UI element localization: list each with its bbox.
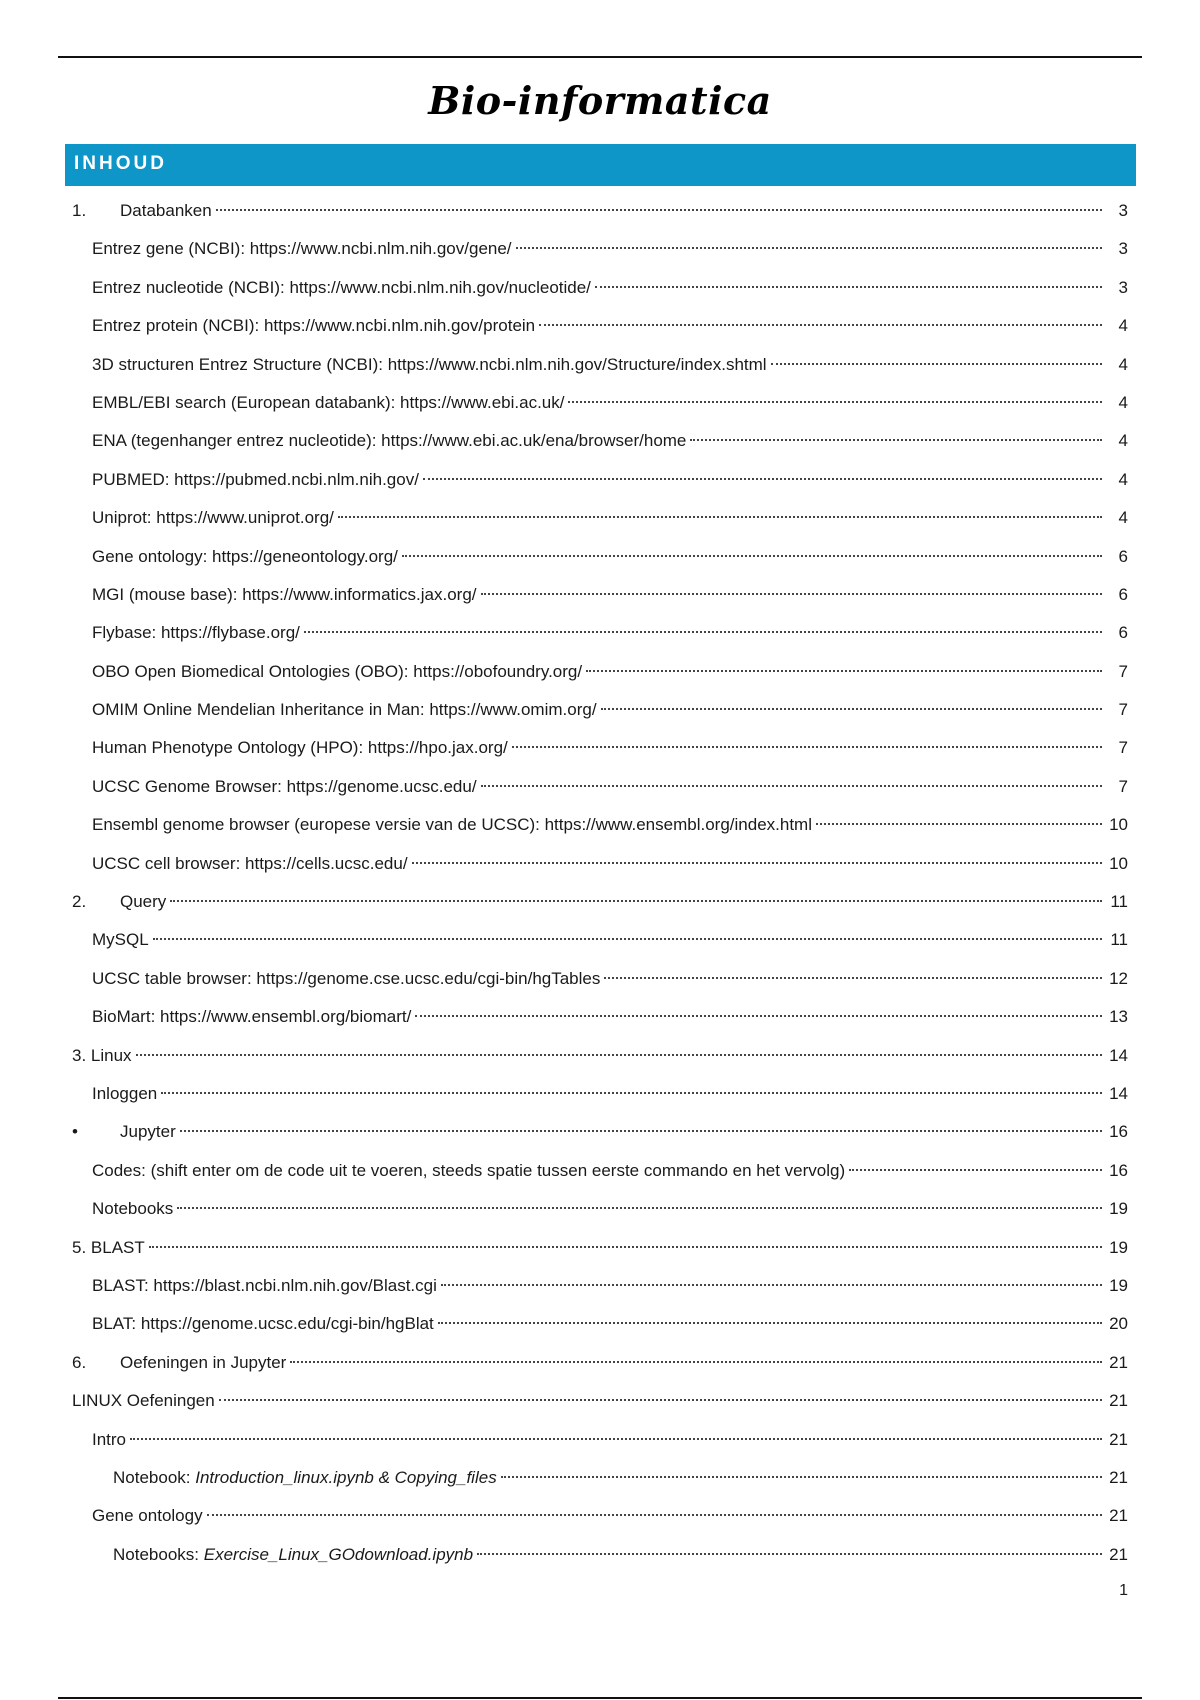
toc-entry[interactable]: [72, 1421, 1128, 1459]
toc-entry-title: [92, 806, 812, 844]
toc-entry-text: 3. Linux: [72, 1045, 132, 1065]
toc-dot-leader: [216, 209, 1102, 211]
toc-entry-text: BioMart: https://www.ensembl.org/biomart/: [92, 1007, 412, 1027]
toc-entry-page: 13: [1109, 1007, 1128, 1027]
toc-entry-title: [72, 1229, 145, 1267]
toc-entry-page: 4: [1118, 431, 1128, 451]
toc-entry-title: [120, 1344, 286, 1382]
toc-entry[interactable]: [72, 461, 1128, 499]
toc-dot-leader: [161, 1092, 1102, 1094]
toc-dot-leader: [136, 1054, 1102, 1056]
toc-entry[interactable]: [72, 1075, 1128, 1113]
toc-dot-leader: [412, 862, 1102, 864]
toc-entry-page: 19: [1109, 1275, 1128, 1295]
toc-dot-leader: [771, 363, 1102, 365]
toc-entry-number: 2.: [72, 892, 87, 912]
toc-dot-leader: [481, 785, 1102, 787]
toc-entry-text: Uniprot: https://www.uniprot.org/: [92, 508, 334, 528]
toc-entry-title: [92, 1152, 845, 1190]
toc-dot-leader: [595, 286, 1102, 288]
toc-dot-leader: [177, 1207, 1102, 1209]
toc-entry-title: [92, 269, 591, 307]
toc-entry[interactable]: [72, 1229, 1128, 1267]
toc-entry-text: Human Phenotype Ontology (HPO): https://hpo.jax.org/: [92, 738, 508, 758]
toc-dot-leader: [219, 1399, 1102, 1401]
toc-entry-title: [92, 960, 600, 998]
toc-entry-text: Notebook:: [113, 1467, 196, 1487]
toc-entry-text: ENA (tegenhanger entrez nucleotide): https://www.ebi.ac.uk/ena/browser/home: [92, 431, 687, 451]
toc-entry-page: 6: [1118, 623, 1128, 643]
toc-entry[interactable]: [72, 768, 1128, 806]
toc-dot-leader: [130, 1438, 1102, 1440]
toc-dot-leader: [601, 708, 1102, 710]
toc-entry-title: [92, 422, 686, 460]
toc-entry[interactable]: [72, 921, 1128, 959]
toc-entry-text: MGI (mouse base): https://www.informatics.jax.org/: [92, 584, 477, 604]
toc-entry-text: Notebooks:: [113, 1544, 204, 1564]
toc-entry-text: UCSC cell browser: https://cells.ucsc.edu/: [92, 853, 408, 873]
toc-entry-text: UCSC table browser: https://genome.cse.ucsc.edu/cgi-bin/hgTables: [92, 968, 601, 988]
toc-entry[interactable]: [72, 729, 1128, 767]
toc-entry[interactable]: [72, 346, 1128, 384]
toc-entry-text: Gene ontology: [92, 1506, 203, 1526]
toc-entry[interactable]: [72, 845, 1128, 883]
toc-entry-text: PUBMED: https://pubmed.ncbi.nlm.nih.gov/: [92, 469, 419, 489]
toc-entry-text: Intro: [92, 1429, 127, 1449]
toc-entry-page: 4: [1118, 316, 1128, 336]
toc-dot-leader: [438, 1322, 1102, 1324]
toc-entry-page: 7: [1118, 776, 1128, 796]
toc-entry-title: [92, 614, 300, 652]
toc-entry-bullet: •: [72, 1122, 78, 1142]
toc-entry-title: [92, 307, 535, 345]
toc-entry[interactable]: [72, 307, 1128, 345]
toc-entry-title: [92, 653, 582, 691]
toc-entry-text: 5. BLAST: [72, 1237, 145, 1257]
toc-entry-page: 21: [1109, 1429, 1128, 1449]
toc-entry-page: 7: [1118, 700, 1128, 720]
toc-entry[interactable]: [72, 1344, 1128, 1382]
toc-heading-banner: [65, 144, 1136, 186]
toc-entry-page: 4: [1118, 469, 1128, 489]
toc-entry-page: 21: [1109, 1352, 1128, 1372]
toc-dot-leader: [290, 1361, 1102, 1363]
toc-entry-title: [92, 1190, 173, 1228]
toc-entry-page: 4: [1118, 354, 1128, 374]
toc-dot-leader: [586, 670, 1102, 672]
toc-dot-leader: [539, 324, 1102, 326]
toc-entry-title: [72, 1382, 215, 1420]
toc-dot-leader: [604, 977, 1102, 979]
bottom-rule: [58, 1697, 1142, 1699]
toc-entry[interactable]: [72, 653, 1128, 691]
toc-entry[interactable]: [72, 192, 1128, 230]
toc-entry[interactable]: [72, 1190, 1128, 1228]
toc-entry[interactable]: [72, 1497, 1128, 1535]
toc-entry-page: 16: [1109, 1160, 1128, 1180]
toc-entry-text: Jupyter: [120, 1122, 176, 1142]
toc-dot-leader: [849, 1169, 1102, 1171]
toc-dot-leader: [180, 1130, 1102, 1132]
toc-entry-page: 21: [1109, 1467, 1128, 1487]
toc-entry-page: 20: [1109, 1314, 1128, 1334]
toc-entry[interactable]: [72, 1459, 1128, 1497]
toc-entry-title: [92, 691, 597, 729]
toc-entry[interactable]: [72, 1113, 1128, 1151]
toc-entry-title: [72, 1037, 132, 1075]
toc-entry-text: BLAST: https://blast.ncbi.nlm.nih.gov/Blast.cgi: [92, 1275, 437, 1295]
toc-entry-page: 7: [1118, 738, 1128, 758]
toc-entry-page: 11: [1110, 892, 1128, 912]
toc-entry-page: 6: [1118, 584, 1128, 604]
toc-entry[interactable]: [72, 998, 1128, 1036]
toc-entry-text: MySQL: [92, 930, 149, 950]
page-number: 1: [1119, 1582, 1128, 1599]
toc-entry-text: Inloggen: [92, 1083, 158, 1103]
toc-entry-page: 16: [1109, 1122, 1128, 1142]
toc-dot-leader: [153, 938, 1102, 940]
toc-entry-title: [92, 1305, 434, 1343]
toc-entry-page: 3: [1118, 277, 1128, 297]
toc-entry-text: EMBL/EBI search (European databank): https://www.ebi.ac.uk/: [92, 392, 565, 412]
toc-entry-title: [92, 845, 408, 883]
toc-entry-title: [92, 1421, 126, 1459]
toc-entry-text: OBO Open Biomedical Ontologies (OBO): https://obofoundry.org/: [92, 661, 583, 681]
toc-dot-leader: [207, 1514, 1102, 1516]
toc-dot-leader: [441, 1284, 1102, 1286]
toc-entry-page: 14: [1109, 1045, 1128, 1065]
toc-entry-title: [92, 998, 411, 1036]
toc-dot-leader: [149, 1246, 1102, 1248]
toc-entry-text: Flybase: https://flybase.org/: [92, 623, 300, 643]
toc-entry-title: [92, 768, 477, 806]
toc-entry-page: 10: [1109, 853, 1128, 873]
toc-entry[interactable]: [72, 1037, 1128, 1075]
toc-entry-text: Notebooks: [92, 1199, 174, 1219]
toc-entry-page: 3: [1118, 201, 1128, 220]
toc-entry-title: [113, 1536, 473, 1574]
toc-dot-leader: [501, 1476, 1102, 1478]
toc-entry-page: 4: [1118, 392, 1128, 412]
toc-entry-page: 6: [1118, 546, 1128, 566]
toc-entry-title: [92, 538, 398, 576]
toc-dot-leader: [415, 1015, 1102, 1017]
toc-entry-title: [92, 1075, 157, 1113]
toc-entry-page: 12: [1109, 968, 1128, 988]
toc-entry-number: 1.: [72, 201, 87, 220]
toc-entry-number: 6.: [72, 1352, 87, 1372]
toc-entry[interactable]: [72, 576, 1128, 614]
toc-entry-text: LINUX Oefeningen: [72, 1391, 215, 1411]
toc-entry-title: [92, 499, 334, 537]
table-of-contents: [72, 192, 1128, 1574]
toc-entry-title: [120, 1113, 176, 1151]
toc-entry-title: [92, 576, 477, 614]
toc-entry-text: Databanken: [120, 201, 212, 220]
toc-entry-page: 11: [1110, 930, 1128, 950]
toc-entry-title: [92, 384, 564, 422]
toc-dot-leader: [568, 401, 1102, 403]
toc-entry-title: [92, 921, 149, 959]
toc-entry-title: [120, 192, 212, 230]
toc-entry-page: 14: [1109, 1083, 1128, 1103]
toc-entry-page: 7: [1118, 661, 1128, 681]
toc-entry-title: [92, 729, 508, 767]
toc-dot-leader: [423, 478, 1102, 480]
toc-entry[interactable]: [72, 806, 1128, 844]
toc-entry-title: [113, 1459, 497, 1497]
toc-entry[interactable]: [72, 691, 1128, 729]
toc-entry-text: Entrez gene (NCBI): https://www.ncbi.nlm.nih.gov/gene/: [92, 239, 512, 259]
toc-dot-leader: [816, 823, 1102, 825]
toc-dot-leader: [512, 746, 1102, 748]
toc-dot-leader: [170, 900, 1102, 902]
toc-entry-filename: Exercise_Linux_GOdownload.ipynb: [203, 1544, 474, 1564]
toc-entry[interactable]: [72, 1305, 1128, 1343]
toc-dot-leader: [338, 516, 1102, 518]
toc-entry[interactable]: [72, 1382, 1128, 1420]
toc-entry[interactable]: [72, 230, 1128, 268]
toc-entry[interactable]: [72, 269, 1128, 307]
toc-dot-leader: [481, 593, 1102, 595]
toc-entry-text: BLAT: https://genome.ucsc.edu/cgi-bin/hgBlat: [92, 1314, 434, 1334]
toc-entry-text: Ensembl genome browser (europese versie van de UCSC): https://www.ensembl.org/index.html: [92, 815, 812, 835]
toc-heading: INHOUD: [74, 153, 167, 174]
toc-entry[interactable]: [72, 538, 1128, 576]
toc-entry-title: [92, 346, 767, 384]
top-rule: [58, 56, 1142, 58]
document-title: Bio-informatica: [428, 78, 772, 123]
toc-entry-text: Entrez protein (NCBI): https://www.ncbi.nlm.nih.gov/protein: [92, 316, 536, 336]
toc-entry-text: Query: [120, 892, 167, 912]
toc-entry[interactable]: [72, 883, 1128, 921]
toc-dot-leader: [516, 247, 1102, 249]
toc-entry-page: 21: [1109, 1391, 1128, 1411]
toc-dot-leader: [690, 439, 1102, 441]
toc-entry[interactable]: [72, 614, 1128, 652]
toc-entry-title: [92, 1267, 437, 1305]
toc-entry-page: 19: [1109, 1237, 1128, 1257]
toc-entry[interactable]: [72, 1267, 1128, 1305]
toc-entry-page: 3: [1118, 239, 1128, 259]
toc-entry[interactable]: [72, 960, 1128, 998]
toc-entry-page: 19: [1109, 1199, 1128, 1219]
toc-dot-leader: [304, 631, 1102, 633]
toc-entry-text: 3D structuren Entrez Structure (NCBI): https://www.ncbi.nlm.nih.gov/Structure/index.shtml: [92, 354, 767, 374]
toc-entry-title: [92, 1497, 203, 1535]
toc-entry-title: [120, 883, 166, 921]
toc-entry-title: [92, 230, 512, 268]
toc-entry[interactable]: [72, 384, 1128, 422]
toc-entry[interactable]: [72, 499, 1128, 537]
toc-entry-text: UCSC Genome Browser: https://genome.ucsc.edu/: [92, 776, 477, 796]
toc-dot-leader: [477, 1553, 1102, 1555]
toc-entry-text: Oefeningen in Jupyter: [120, 1352, 287, 1372]
toc-dot-leader: [402, 555, 1102, 557]
toc-entry-page: 4: [1118, 508, 1128, 528]
toc-entry[interactable]: [72, 422, 1128, 460]
toc-entry-page: 21: [1109, 1544, 1128, 1564]
toc-entry-title: [92, 461, 419, 499]
toc-entry-page: 10: [1109, 815, 1128, 835]
toc-entry-page: 21: [1109, 1506, 1128, 1526]
toc-entry[interactable]: [72, 1152, 1128, 1190]
toc-entry-text: Codes: (shift enter om de code uit te voeren, steeds spatie tussen eerste commando en het vervolg): [92, 1160, 846, 1180]
toc-entry-text: Gene ontology: https://geneontology.org/: [92, 546, 398, 566]
toc-entry-filename: Introduction_linux.ipynb & Copying_files: [195, 1467, 497, 1487]
toc-entry-text: OMIM Online Mendelian Inheritance in Man: https://www.omim.org/: [92, 700, 597, 720]
toc-entry[interactable]: [72, 1536, 1128, 1574]
toc-entry-text: Entrez nucleotide (NCBI): https://www.ncbi.nlm.nih.gov/nucleotide/: [92, 277, 591, 297]
